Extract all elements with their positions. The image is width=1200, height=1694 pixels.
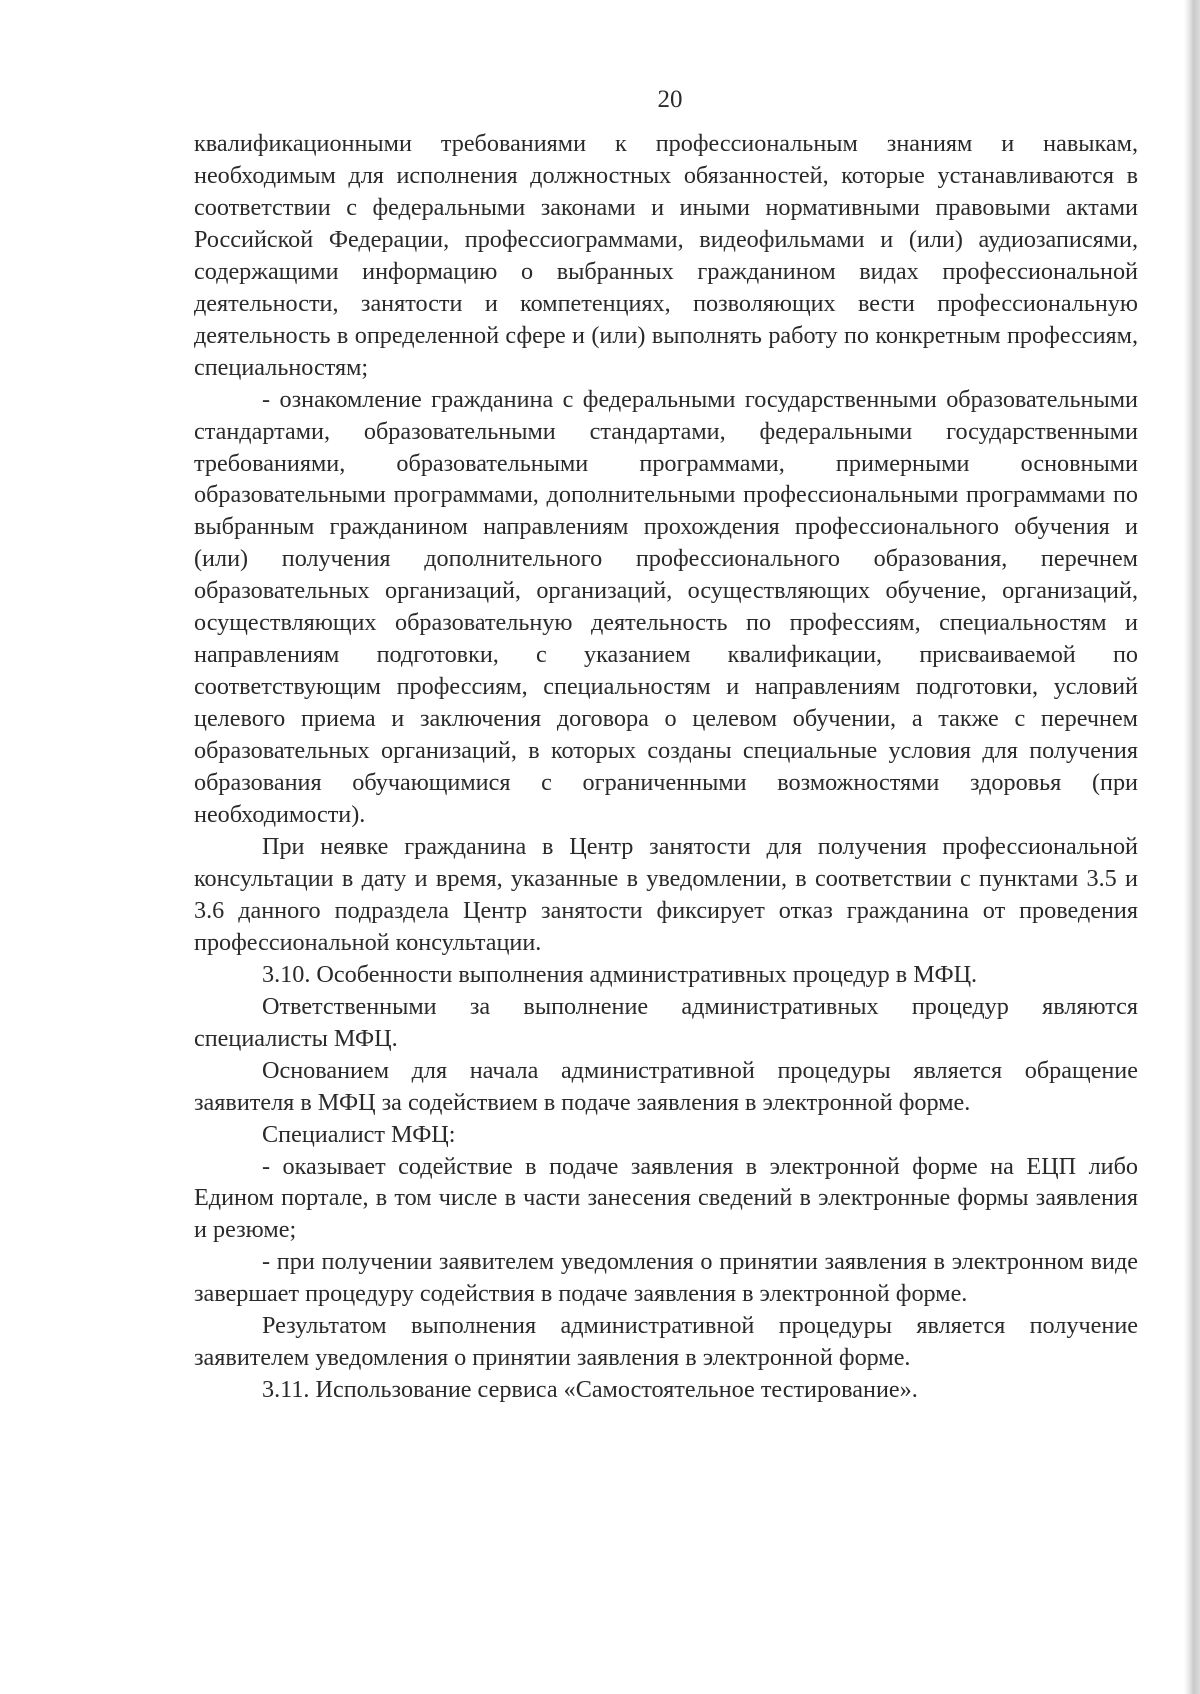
document-body bbox=[194, 128, 1138, 1406]
paragraph-specialist-label: Специалист МФЦ: bbox=[262, 1120, 456, 1148]
list-item-assistance: - оказывает содействие в подаче заявления в электронной форме на ЕЦП либо Едином портале, в том числе в части занесения сведений в электронные формы заявления и резюме; bbox=[194, 1152, 1138, 1244]
paragraph-responsible: Ответственными за выполнение административных процедур являются специалисты МФЦ. bbox=[194, 992, 1138, 1052]
list-item-completion: - при получении заявителем уведомления о принятии заявления в электронном виде завершает процедуру содействия в подаче заявления в электронной форме. bbox=[194, 1248, 1138, 1308]
section-heading-3-11: 3.11. Использование сервиса «Самостоятельное тестирование». bbox=[262, 1376, 918, 1404]
scan-edge-shadow bbox=[1184, 0, 1200, 1694]
page-number: 20 bbox=[657, 86, 683, 113]
paragraph-result: Результатом выполнения административной процедуры является получение заявителем уведомления о принятии заявления в электронной форме. bbox=[194, 1312, 1138, 1372]
paragraph-familiarization: - ознакомление гражданина с федеральными государственными образовательными стандартами, образовательными стандартами, федеральными государственными требованиями, образовательными программами, примерными основными образовательными программами, дополнительными профессиональными программами по выбранным гражданином направлениям прохождения профессионального обучения и (или) получения дополнительного профессионального образования, перечнем образовательных организаций, организаций, осуществляющих обучение, организаций, осуществляющих образовательную деятельность по профессиям, специальностям и направлениям подготовки, с указанием квалификации, присваиваемой по соответствующим профессиям, специальностям и направлениям подготовки, условий целевого приема и заключения договора о целевом обучении, а также с перечнем образовательных организаций, в которых созданы специальные условия для получения образования обучающимися с ограниченными возможностями здоровья (при необходимости). bbox=[194, 385, 1138, 829]
paragraph-basis: Основанием для начала административной процедуры является обращение заявителя в МФЦ за содействием в подаче заявления в электронной форме. bbox=[194, 1056, 1138, 1116]
paragraph-non-appearance: При неявке гражданина в Центр занятости для получения профессиональной консультации в дату и время, указанные в уведомлении, в соответствии с пунктами 3.5 и 3.6 данного подраздела Центр занятости фиксирует отказ гражданина от проведения профессиональной консультации. bbox=[194, 832, 1138, 956]
paragraph-qualification-requirements: квалификационными требованиями к профессиональным знаниям и навыкам, необходимым для исполнения должностных обязанностей, которые устанавливаются в соответствии с федеральными законами и иными нормативными правовыми актами Российской Федерации, профессиограммами, видеофильмами и (или) аудиозаписями, содержащими информацию о выбранных гражданином видах профессиональной деятельности, занятости и компетенциях, позволяющих вести профессиональную деятельность в определенной сфере и (или) выполнять работу по конкретным профессиям, специальностям; bbox=[194, 130, 1138, 381]
section-heading-3-10: 3.10. Особенности выполнения административных процедур в МФЦ. bbox=[262, 960, 978, 988]
